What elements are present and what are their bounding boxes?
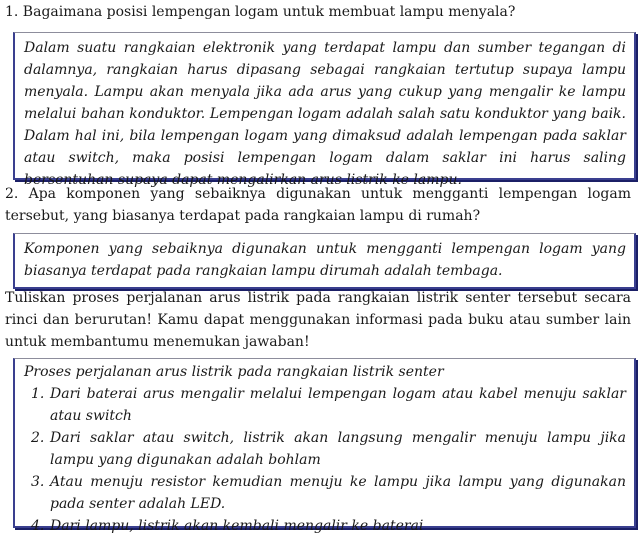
- step-text: Atau menuju resistor kemudian menuju ke lampu jika lampu yang digunakan pada senter adalah LED.: [50, 474, 626, 512]
- steps-list: [24, 383, 626, 537]
- step-number: 4.: [31, 518, 45, 534]
- answer-box-2: [13, 233, 636, 289]
- question-2: 2. Apa komponen yang sebaiknya digunakan untuk mengganti lempengan logam tersebut, yang biasanya terdapat pada rangkaian lampu di rumah?: [5, 186, 631, 224]
- answer-box-1: [13, 32, 636, 188]
- step-item: [31, 383, 626, 427]
- answer-1-text: Dalam suatu rangkaian elektronik yang terdapat lampu dan sumber tegangan di dalamnya, rangkaian harus dipasang sebagai rangkaian tertutup supaya lampu menyala. Lampu akan menyala jika ada arus yang cukup yang mengalir ke lampu melalui bahan konduktor. Lempengan logam adalah salah satu konduktor yang baik. Dalam hal ini, bila lempengan logam yang dimaksud adalah lempengan pada saklar atau switch, maka posisi lempengan logam dalam saklar ini harus saling bersentuhan supaya dapat mengalirkan arus listrik ke lampu.: [24, 40, 626, 188]
- step-number: 3.: [31, 474, 45, 490]
- question-3: Tuliskan proses perjalanan arus listrik pada rangkaian listrik senter tersebut secara rinci dan berurutan! Kamu dapat menggunakan informasi pada buku atau sumber lain untuk membantumu menemukan jawaban!: [5, 290, 631, 350]
- answer-2-text: Komponen yang sebaiknya digunakan untuk mengganti lempengan logam yang biasanya terdapat pada rangkaian lampu dirumah adalah tembaga.: [24, 241, 626, 279]
- step-number: 2.: [31, 430, 45, 446]
- answer-box-3: [13, 358, 636, 534]
- question-1: 1. Bagaimana posisi lempengan logam untuk membuat lampu menyala?: [5, 4, 516, 20]
- step-item: [31, 427, 626, 471]
- step-text: Dari saklar atau switch, listrik akan langsung mengalir menuju lampu jika lampu yang digunakan adalah bohlam: [50, 430, 626, 468]
- step-number: 1.: [31, 386, 45, 402]
- step-text: Dari lampu, listrik akan kembali mengalir ke baterai: [50, 518, 424, 534]
- step-item: [31, 515, 626, 537]
- answer-3-heading: Proses perjalanan arus listrik pada rangkaian listrik senter: [24, 364, 444, 380]
- step-item: [31, 471, 626, 515]
- step-text: Dari baterai arus mengalir melalui lempengan logam atau kabel menuju saklar atau switch: [50, 386, 626, 424]
